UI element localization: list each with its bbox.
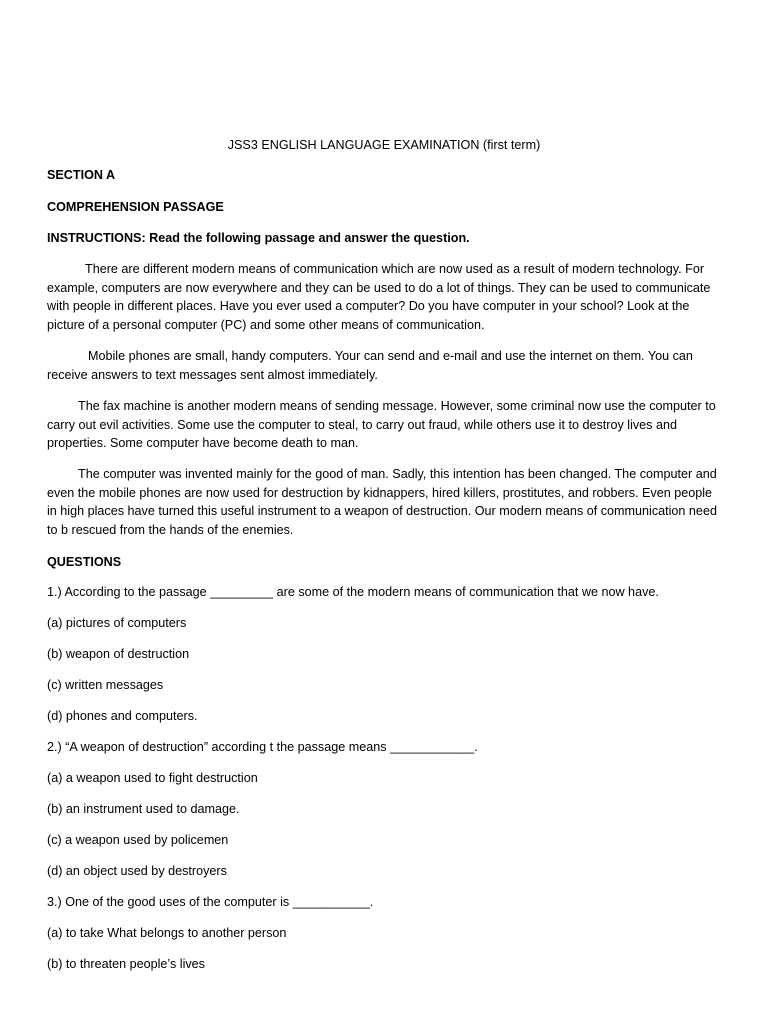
exam-title: JSS3 ENGLISH LANGUAGE EXAMINATION (first term) xyxy=(227,138,541,152)
question-2-option-c: (c) a weapon used by policemen xyxy=(47,833,229,847)
passage-paragraph-2: Mobile phones are small, handy computers. Your can send and e-mail and use the internet on them. You can receive answers to text messages sent almost immediately. xyxy=(47,349,693,382)
question-1-option-d: (d) phones and computers. xyxy=(47,709,198,723)
question-3-option-b: (b) to threaten people’s lives xyxy=(47,957,205,971)
question-2-option-d: (d) an object used by destroyers xyxy=(47,864,227,878)
passage-heading: COMPREHENSION PASSAGE xyxy=(47,200,224,214)
question-1-option-a: (a) pictures of computers xyxy=(47,616,187,630)
question-3: 3.) One of the good uses of the computer is ___________. xyxy=(47,895,374,909)
question-1-option-b: (b) weapon of destruction xyxy=(47,647,190,661)
question-2: 2.) “A weapon of destruction” according t the passage means ____________. xyxy=(47,740,478,754)
question-2-option-a: (a) a weapon used to fight destruction xyxy=(47,771,258,785)
questions-heading: QUESTIONS xyxy=(47,555,122,569)
passage-paragraph-4: The computer was invented mainly for the good of man. Sadly, this intention has been changed. The computer and even the mobile phones are now used for destruction by kidnappers, hired killers, prostitutes, and robbers. Even people in high places have turned this useful instrument to a weapon of destruction. Our modern means of communication need to b rescued from the hands of the enemies. xyxy=(47,467,717,537)
passage-paragraph-3: The fax machine is another modern means of sending message. However, some criminal now use the computer to carry out evil activities. Some use the computer to steal, to carry out fraud, while others use it to destroy lives and properties. Some computer have become death to man. xyxy=(47,399,716,450)
question-1-option-c: (c) written messages xyxy=(47,678,164,692)
question-2-option-b: (b) an instrument used to damage. xyxy=(47,802,240,816)
question-3-option-a: (a) to take What belongs to another person xyxy=(47,926,287,940)
instructions: INSTRUCTIONS: Read the following passage and answer the question. xyxy=(47,231,470,245)
passage-paragraph-1: There are different modern means of communication which are now used as a result of modern technology. For example, computers are now everywhere and they can be used to do a lot of things. They can be used to communicate with people in different places. Have you ever used a computer? Do you have computer in your school? Look at the picture of a personal computer (PC) and some other means of communication. xyxy=(47,262,711,332)
question-1: 1.) According to the passage _________ are some of the modern means of communication that we now have. xyxy=(47,585,659,599)
section-heading: SECTION A xyxy=(47,168,116,182)
